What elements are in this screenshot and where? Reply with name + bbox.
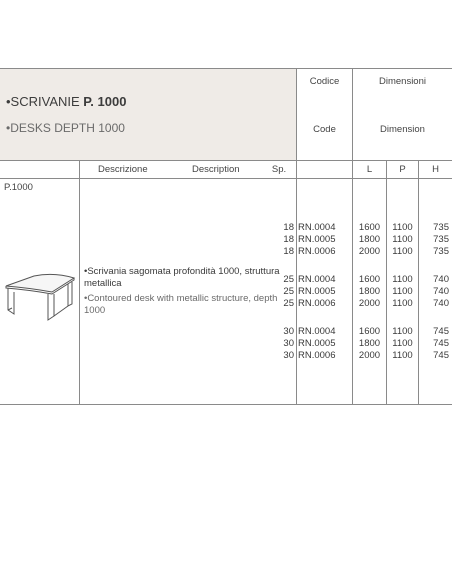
row-code: RN.0004 — [298, 326, 336, 337]
row-thickness: 30 — [283, 326, 294, 337]
row-height: 745 — [433, 338, 449, 349]
description-italian: •Scrivania sagomata profondità 1000, struttura metallica — [84, 266, 280, 289]
header-panel — [0, 68, 296, 160]
table-row — [0, 326, 452, 338]
table-row — [0, 338, 452, 350]
title-italian: •SCRIVANIE P. 1000 — [6, 94, 127, 109]
row-thickness: 25 — [283, 286, 294, 297]
row-code: RN.0004 — [298, 222, 336, 233]
col-header-p: P — [399, 164, 406, 175]
col-header-h: H — [432, 164, 439, 175]
row-length: 2000 — [358, 298, 381, 309]
row-height: 735 — [433, 222, 449, 233]
col-header-descrizione: Descrizione — [98, 164, 148, 175]
col-header-description: Description — [192, 164, 240, 175]
row-thickness: 25 — [283, 298, 294, 309]
row-depth: 1100 — [392, 222, 413, 233]
row-code: RN.0006 — [298, 298, 336, 309]
table-row — [0, 350, 452, 362]
table-row — [0, 274, 452, 286]
row-thickness: 18 — [283, 246, 294, 257]
column-header-divider — [0, 178, 452, 179]
code-label-it: Codice — [309, 76, 340, 87]
row-length: 1800 — [358, 234, 381, 245]
row-length: 1600 — [358, 222, 381, 233]
row-code: RN.0005 — [298, 286, 336, 297]
col-header-sp: Sp. — [271, 164, 287, 175]
row-code: RN.0004 — [298, 274, 336, 285]
row-thickness: 30 — [283, 338, 294, 349]
row-thickness: 30 — [283, 350, 294, 361]
table-row — [0, 222, 452, 234]
dimension-label-it: Dimensioni — [379, 76, 426, 87]
col-header-l: L — [366, 164, 373, 175]
table-row — [0, 234, 452, 246]
row-length: 1800 — [358, 338, 381, 349]
row-depth: 1100 — [392, 246, 413, 257]
row-height: 740 — [433, 286, 449, 297]
top-border — [0, 68, 452, 69]
row-code: RN.0005 — [298, 234, 336, 245]
row-height: 735 — [433, 234, 449, 245]
product-ref: P.1000 — [4, 182, 33, 193]
description-english: •Contoured desk with metallic structure, depth 1000 — [84, 293, 278, 316]
row-code: RN.0006 — [298, 350, 336, 361]
row-length: 2000 — [358, 246, 381, 257]
row-depth: 1100 — [392, 350, 413, 361]
row-length: 2000 — [358, 350, 381, 361]
row-thickness: 18 — [283, 234, 294, 245]
row-code: RN.0006 — [298, 246, 336, 257]
row-depth: 1100 — [392, 274, 413, 285]
row-thickness: 25 — [283, 274, 294, 285]
table-row — [0, 286, 452, 298]
row-height: 745 — [433, 350, 449, 361]
code-label-en: Code — [313, 124, 336, 135]
row-depth: 1100 — [392, 234, 413, 245]
row-height: 740 — [433, 274, 449, 285]
row-depth: 1100 — [392, 298, 413, 309]
title-english: •DESKS DEPTH 1000 — [6, 121, 125, 135]
row-height: 745 — [433, 326, 449, 337]
row-depth: 1100 — [392, 286, 413, 297]
row-code: RN.0005 — [298, 338, 336, 349]
dimension-label-en: Dimension — [380, 124, 425, 135]
row-height: 735 — [433, 246, 449, 257]
row-depth: 1100 — [392, 338, 413, 349]
row-depth: 1100 — [392, 326, 413, 337]
row-length: 1800 — [358, 286, 381, 297]
header-divider — [0, 160, 452, 161]
row-height: 740 — [433, 298, 449, 309]
row-length: 1600 — [358, 326, 381, 337]
row-length: 1600 — [358, 274, 381, 285]
bottom-border — [0, 404, 452, 405]
table-row — [0, 298, 452, 310]
row-thickness: 18 — [283, 222, 294, 233]
table-row — [0, 246, 452, 258]
